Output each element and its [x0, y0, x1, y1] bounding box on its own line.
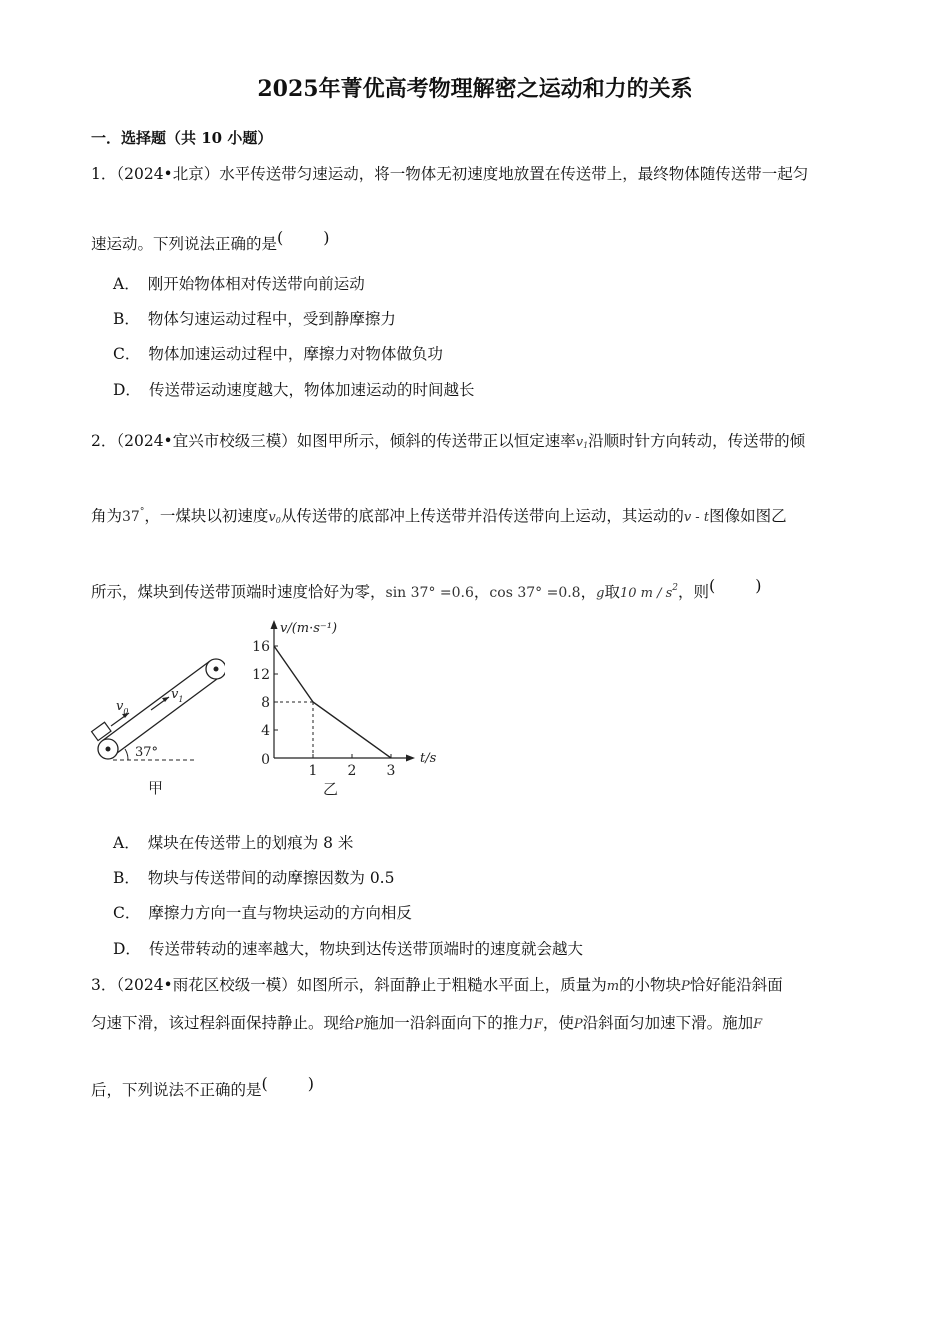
- option-text: 物块与传送带间的动摩擦因数为 0.5: [147, 869, 395, 887]
- q3-text: ，使: [542, 1014, 574, 1032]
- q2-option-b[interactable]: [113, 866, 394, 888]
- option-text: 传送带运动速度越大，物体加速运动的时间越长: [148, 381, 475, 399]
- vt-series-line: [274, 646, 391, 758]
- q3-text: 恰好能沿斜面: [689, 976, 783, 994]
- y-tick-label: 8: [261, 695, 270, 711]
- y-tick-label: 12: [252, 667, 270, 683]
- top-pulley-axle: [214, 667, 219, 672]
- answer-paren-close: ): [755, 576, 762, 595]
- x-axis-arrowhead: [406, 755, 415, 762]
- q1-option-c[interactable]: [113, 342, 443, 364]
- answer-paren-close: ): [307, 1074, 315, 1093]
- vt-symbol: v - t: [683, 510, 710, 525]
- v0-label: $v_0$: [116, 699, 129, 716]
- g-value-sup: 2: [672, 583, 679, 593]
- option-letter: C．: [113, 345, 141, 363]
- q1-option-a[interactable]: [113, 272, 365, 294]
- q1-line1: 1．（2024•北京）水平传送带匀速运动，将一物体无初速度地放置在传送带上，最终物体随传送带一起匀: [91, 165, 809, 183]
- g-value: [619, 583, 679, 601]
- q2-line1: [91, 429, 805, 451]
- q2-option-c[interactable]: [113, 901, 412, 923]
- angle-arc: [125, 749, 128, 760]
- q3-text: 的小物块: [619, 976, 682, 994]
- v0-symbol: [268, 510, 280, 525]
- x-tick-label: 1: [308, 763, 318, 779]
- q1-option-b[interactable]: [113, 307, 396, 329]
- option-text: 物体加速运动过程中，摩擦力对物体做负功: [148, 345, 443, 363]
- f-symbol: F: [753, 1017, 763, 1032]
- option-letter: C．: [113, 904, 141, 922]
- conveyor-diagram: [85, 650, 225, 800]
- q2-text: 所示，煤块到传送带顶端时速度恰好为零，: [91, 583, 386, 601]
- y-tick-label: 16: [252, 639, 270, 655]
- q2-text: 角为: [91, 507, 123, 525]
- q2-text: ，则: [678, 583, 710, 601]
- q3-text: 施加一沿斜面向下的推力: [363, 1014, 534, 1032]
- option-letter: B．: [113, 310, 140, 328]
- p-symbol: P: [681, 979, 690, 994]
- x-tick-label: 2: [347, 763, 357, 779]
- angle-symbol: 37°: [122, 507, 145, 525]
- v1-label: $v_1$: [171, 687, 184, 704]
- q1-stem: 速运动。下列说法正确的是: [91, 235, 278, 253]
- p-symbol: P: [354, 1017, 364, 1032]
- f-symbol: F: [533, 1017, 543, 1032]
- angle-label: 37°: [135, 745, 159, 760]
- q2-text: ，: [473, 583, 490, 601]
- v0-v: v: [268, 510, 276, 525]
- v1-v: v: [575, 435, 584, 450]
- cos-value: cos 37° =0.8: [489, 585, 581, 601]
- answer-paren-open: (: [709, 576, 716, 595]
- q2-text: 2．（2024•宜兴市校级三模）如图甲所示，倾斜的传送带正以恒定速率: [91, 432, 576, 450]
- q3-text: 沿斜面匀加速下滑。施加: [582, 1014, 754, 1032]
- angle-value: 37: [122, 509, 140, 525]
- q2-text: ，一煤块以初速度: [144, 507, 269, 525]
- q2-option-a[interactable]: [113, 831, 353, 853]
- q3-text: 3．（2024•雨花区校级一模）如图所示，斜面静止于粗糙水平面上，质量为: [91, 976, 607, 994]
- option-letter: D．: [113, 381, 141, 399]
- y-axis-arrowhead: [271, 620, 278, 629]
- v1-symbol: [576, 435, 588, 450]
- answer-paren-open: (: [277, 228, 284, 247]
- option-text: 煤块在传送带上的划痕为 8 米: [147, 834, 354, 852]
- figure-caption-yi: 乙: [323, 780, 339, 798]
- section-heading: 一．选择题（共 10 小题）: [91, 129, 273, 147]
- option-text: 物体匀速运动过程中，受到静摩擦力: [147, 310, 396, 328]
- page-title: 2025年菁优高考物理解密之运动和力的关系: [257, 76, 693, 102]
- p-symbol: P: [573, 1017, 583, 1032]
- option-letter: A．: [113, 275, 140, 293]
- option-letter: A．: [113, 834, 140, 852]
- option-letter: B．: [113, 869, 140, 887]
- option-text: 摩擦力方向一直与物块运动的方向相反: [148, 904, 412, 922]
- q3-line3: [91, 1074, 314, 1100]
- q2-text: 取: [604, 583, 620, 601]
- y-tick-label: 4: [261, 723, 270, 739]
- g-value-text: 10 m / s: [619, 586, 673, 601]
- q2-option-d[interactable]: [113, 937, 583, 959]
- origin-label: 0: [261, 752, 270, 768]
- q2-text: 沿顺时针方向转动，传送带的倾: [588, 432, 806, 450]
- bottom-pulley-axle: [106, 747, 111, 752]
- y-axis-label: v/(m·s⁻¹): [280, 621, 338, 636]
- q2-line3: [91, 576, 762, 602]
- v0-sub: 0: [275, 516, 281, 525]
- g-symbol: g: [596, 586, 605, 601]
- q2-text: 图像如图乙: [709, 507, 787, 525]
- q3-line1: [91, 973, 783, 995]
- option-letter: D．: [113, 940, 141, 958]
- answer-paren-open: (: [261, 1074, 268, 1093]
- belt-bottom-edge: [113, 676, 221, 756]
- option-text: 传送带转动的速率越大，物块到达传送带顶端时的速度就会越大: [148, 940, 583, 958]
- coal-block: [92, 722, 111, 740]
- q3-text: 后，下列说法不正确的是: [91, 1081, 262, 1099]
- v1-sub: 1: [583, 441, 589, 450]
- q2-text: 从传送带的底部冲上传送带并沿传送带向上运动，其运动的: [280, 507, 684, 525]
- q1-line2: [91, 228, 330, 254]
- x-axis-label: t/s: [420, 751, 437, 766]
- q3-line2: [91, 1011, 762, 1033]
- answer-paren-close: ): [323, 228, 330, 247]
- chart-marks: [274, 646, 391, 758]
- sin-value: sin 37° =0.6: [385, 585, 474, 601]
- option-text: 刚开始物体相对传送带向前运动: [147, 275, 365, 293]
- q2-text: ，: [580, 583, 597, 601]
- m-symbol: m: [606, 979, 620, 994]
- q1-option-d[interactable]: [113, 378, 474, 400]
- chart-axes: [252, 620, 415, 779]
- x-tick-label: 3: [386, 763, 396, 779]
- q2-line2: [91, 504, 787, 526]
- figure-caption-jia: 甲: [148, 779, 164, 797]
- q3-text: 匀速下滑，该过程斜面保持静止。现给: [91, 1014, 355, 1032]
- vt-chart: [250, 612, 450, 802]
